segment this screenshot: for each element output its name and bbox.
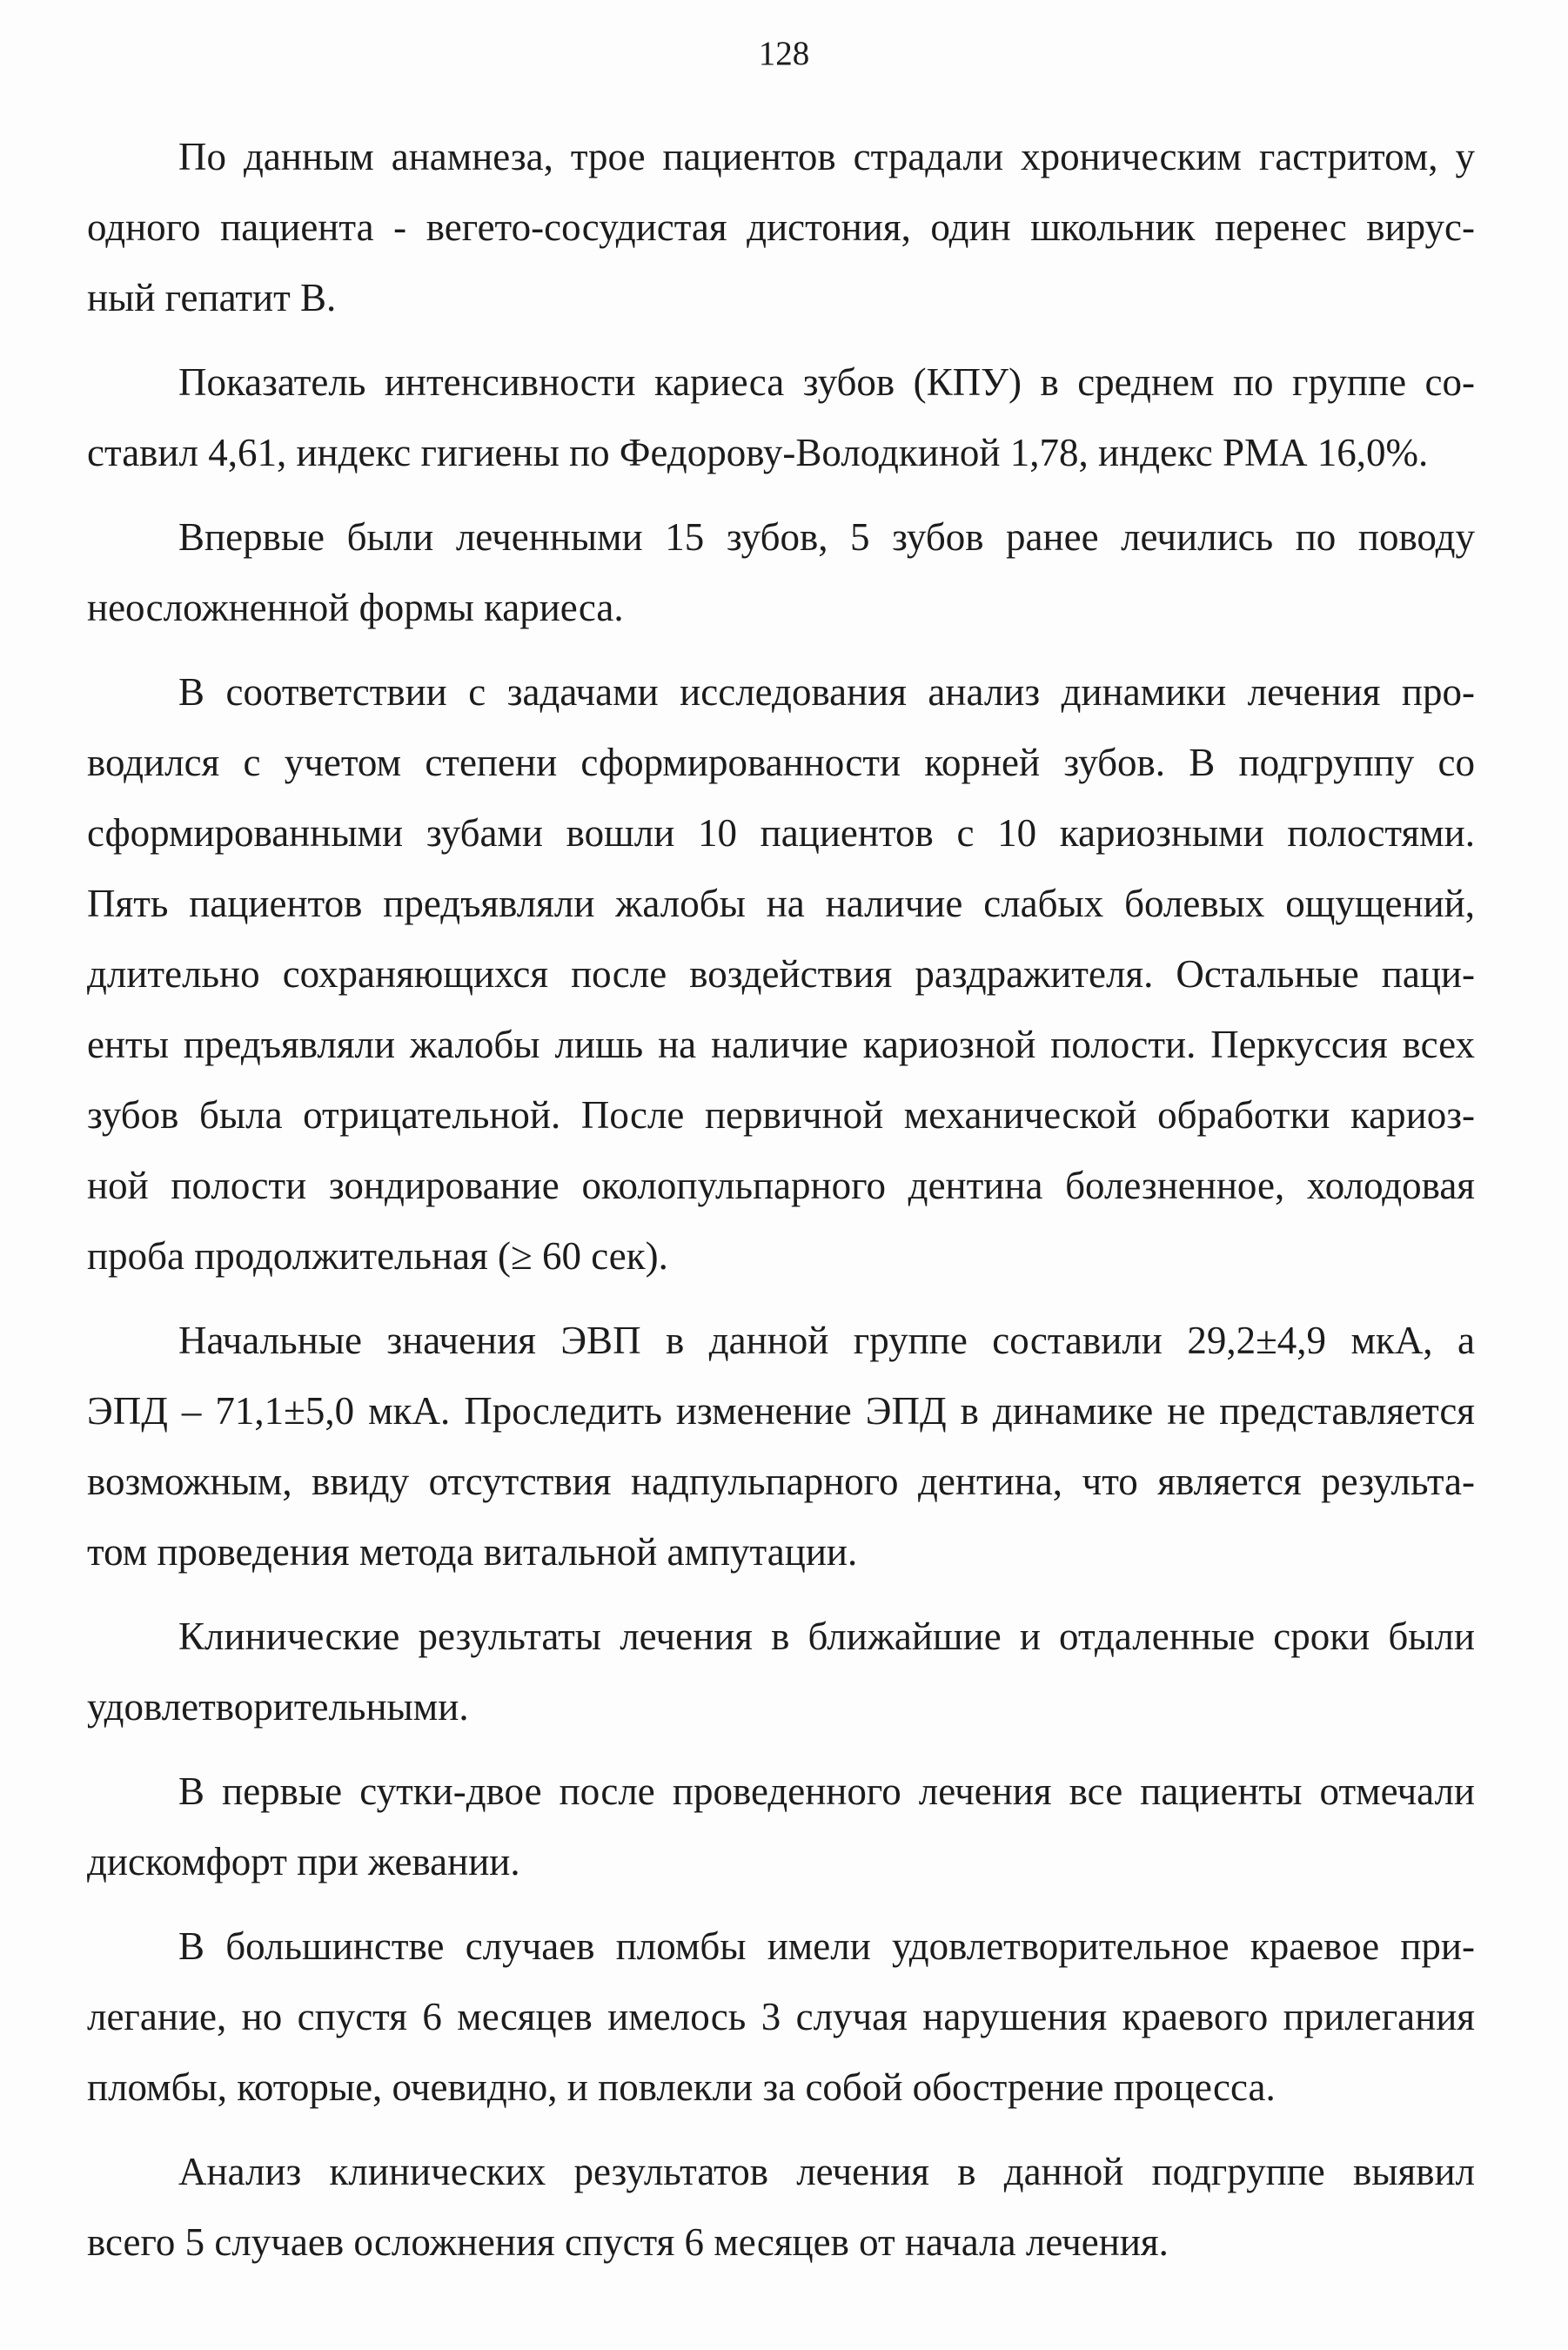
text-line: зубов была отрицательной. После первичной механической обработки кариоз- [87, 1093, 1475, 1137]
paragraph [87, 2137, 1475, 2278]
text-line: Анализ клинических результатов лечения в данной подгруппе выявил [178, 2150, 1475, 2193]
paragraph [87, 1756, 1475, 1897]
text-line: В первые сутки-двое после проведенного лечения все пациенты отмечали [178, 1769, 1475, 1813]
paragraph [87, 657, 1475, 1292]
text-line: ЭПД – 71,1±5,0 мкА. Проследить изменение ЭПД в динамике не представляется [87, 1389, 1475, 1433]
text-line: водился с учетом степени сформированности корней зубов. В подгруппу со [87, 741, 1475, 784]
text-line: сформированными зубами вошли 10 пациентов с 10 кариозными полостями. [87, 811, 1475, 855]
text-line: пломбы, которые, очевидно, и повлекли за собой обострение процесса. [87, 2065, 1276, 2109]
text-line: возможным, ввиду отсутствия надпульпарного дентина, что является результа- [87, 1460, 1475, 1503]
text-line: ный гепатит В. [87, 276, 337, 319]
text-line: ной полости зондирование околопульпарного дентина болезненное, холодовая [87, 1164, 1475, 1207]
text-line: Впервые были леченными 15 зубов, 5 зубов ранее лечились по поводу [178, 515, 1475, 559]
text-line: длительно сохраняющихся после воздействия раздражителя. Остальные паци- [87, 952, 1475, 996]
paragraph [87, 1911, 1475, 2123]
text-line: В большинстве случаев пломбы имели удовлетворительное краевое при- [178, 1924, 1475, 1968]
text-line: По данным анамнеза, трое пациентов страдали хроническим гастритом, у [178, 135, 1475, 178]
text-line: удовлетворительными. [87, 1685, 469, 1729]
text-line: Клинические результаты лечения в ближайшие и отдаленные сроки были [178, 1615, 1475, 1658]
text-line: Пять пациентов предъявляли жалобы на наличие слабых болевых ощущений, [87, 882, 1475, 925]
text-line: енты предъявляли жалобы лишь на наличие кариозной полости. Перкуссия всех [87, 1023, 1475, 1066]
paragraph [87, 1601, 1475, 1742]
text-line: дискомфорт при жевании. [87, 1840, 520, 1883]
text-line: Показатель интенсивности кариеса зубов (КПУ) в среднем по группе со- [178, 360, 1475, 404]
text-line: В соответствии с задачами исследования анализ динамики лечения про- [178, 670, 1475, 714]
text-line: Начальные значения ЭВП в данной группе составили 29,2±4,9 мкА, а [178, 1319, 1475, 1362]
paragraph [87, 1306, 1475, 1588]
paragraph [87, 347, 1475, 488]
text-line: том проведения метода витальной ампутации. [87, 1530, 858, 1574]
document-body [87, 122, 1475, 2292]
paragraph [87, 122, 1475, 333]
text-line: всего 5 случаев осложнения спустя 6 месяцев от начала лечения. [87, 2220, 1169, 2264]
text-line: неосложненной формы кариеса. [87, 586, 624, 629]
text-line: легание, но спустя 6 месяцев имелось 3 случая нарушения краевого прилегания [87, 1995, 1475, 2038]
text-line: одного пациента - вегето-сосудистая дистония, один школьник перенес вирус- [87, 205, 1475, 249]
paragraph [87, 502, 1475, 643]
page-number: 128 [758, 35, 810, 72]
text-line: ставил 4,61, индекс гигиены по Федорову-Володкиной 1,78, индекс РМА 16,0%. [87, 431, 1429, 474]
text-line: проба продолжительная (≥ 60 сек). [87, 1234, 668, 1278]
